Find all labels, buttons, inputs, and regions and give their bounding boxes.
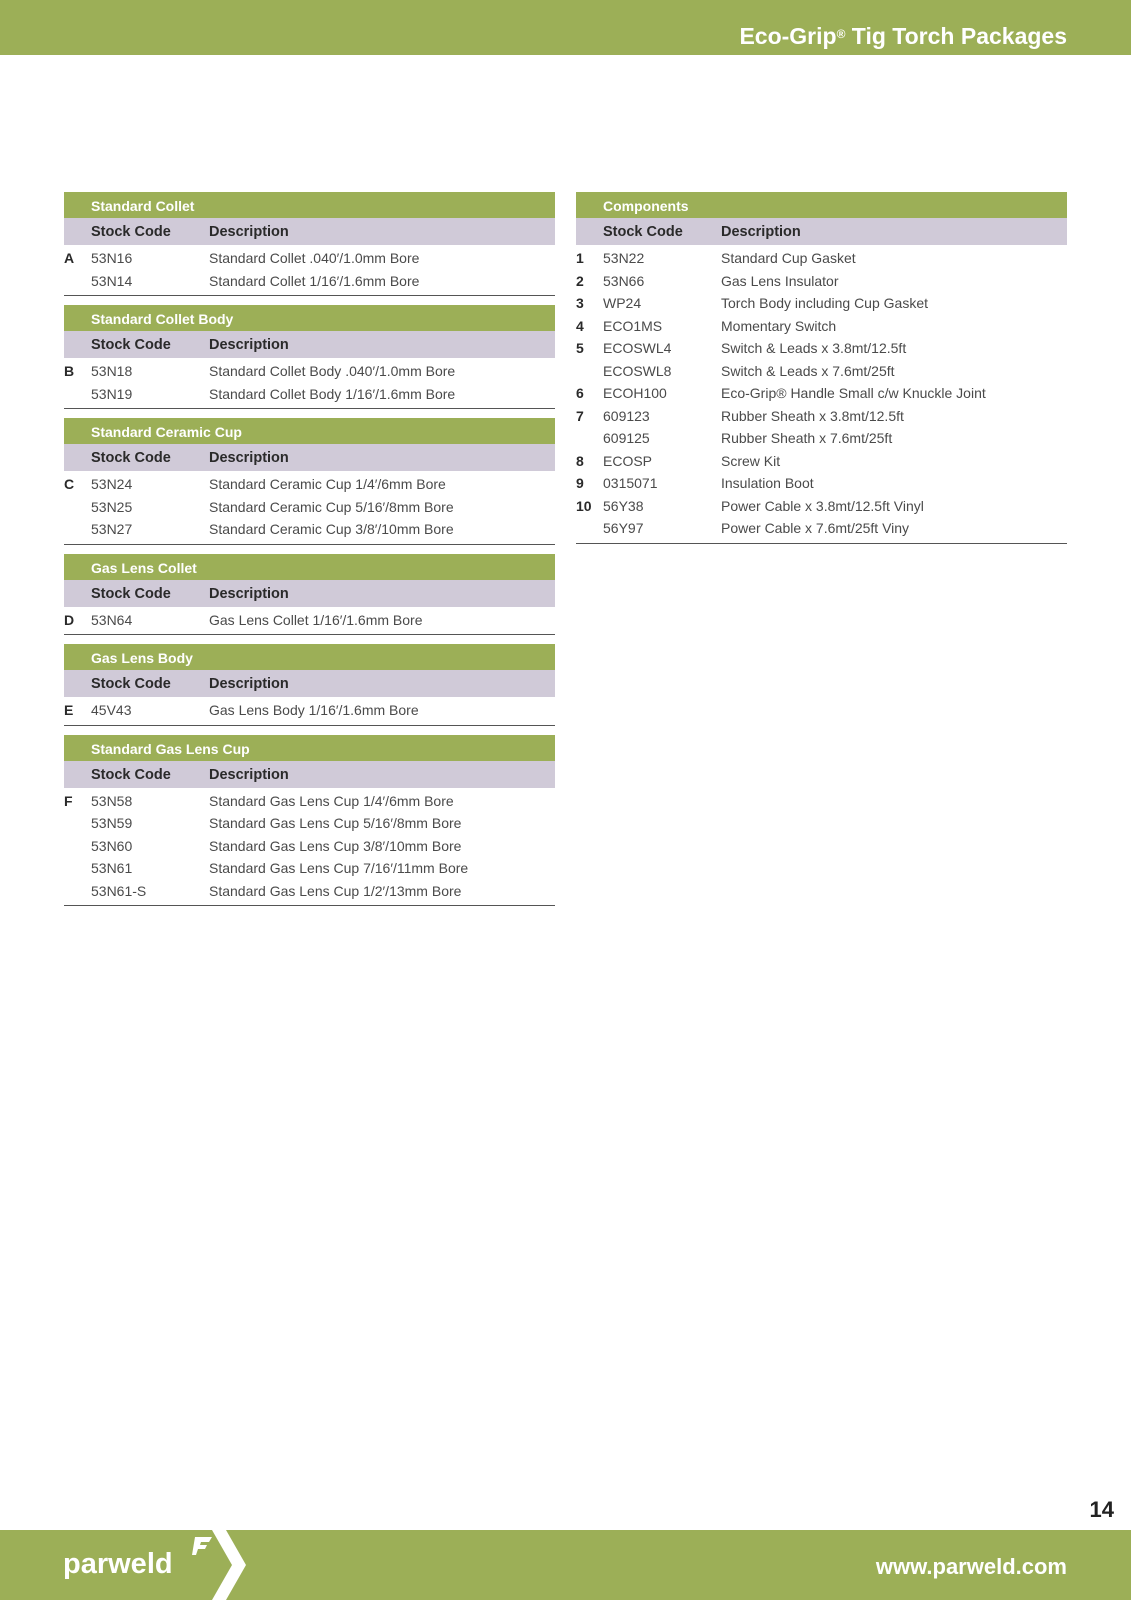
stock-code-header: Stock Code [91,766,171,783]
description: Standard Gas Lens Cup 5/16′/8mm Bore [209,815,462,831]
description: Standard Collet Body 1/16′/1.6mm Bore [209,385,456,402]
stock-code-header: Stock Code [91,337,171,353]
table-row [64,496,555,519]
description: Screw Kit [721,452,781,469]
table-row [64,812,555,835]
table-title: Standard Collet [64,192,555,218]
table-row [576,405,1067,428]
table-row [576,450,1067,473]
stock-code-header: Stock Code [91,676,171,692]
table-column-header [64,331,555,358]
table-body [576,245,1067,543]
stock-code: 53N58 [91,792,133,809]
table-body [64,358,555,408]
row-key: 6 [576,385,584,401]
stock-code: 45V43 [91,702,132,718]
left-column [64,192,555,915]
table-row [576,292,1067,315]
description: Eco-Grip® Handle Small c/w Knuckle Joint [721,385,986,401]
parts-table [64,418,555,545]
table-row [64,790,555,813]
table-row [64,699,555,722]
table-row [64,473,555,496]
row-key: 7 [576,407,584,424]
table-row [576,517,1067,540]
description: Standard Collet 1/16′/1.6mm Bore [209,272,420,289]
table-body [64,471,555,544]
parts-table [64,554,555,636]
description: Standard Ceramic Cup 5/16′/8mm Bore [209,498,454,515]
table-column-header [576,218,1067,245]
table-row [64,518,555,541]
chevron-right-icon [212,1530,252,1600]
stock-code: WP24 [603,295,642,311]
stock-code: 56Y38 [603,497,644,514]
row-key: C [64,476,75,492]
table-title: Components [576,192,1067,218]
description: Standard Gas Lens Cup 7/16′/11mm Bore [209,860,469,876]
table-row [64,835,555,858]
table-title: Gas Lens Body [64,644,555,670]
description: Gas Lens Body 1/16′/1.6mm Bore [209,702,419,718]
table-row [576,247,1067,270]
row-key: 1 [576,250,584,266]
description-header: Description [721,224,801,240]
description: Rubber Sheath x 7.6mt/25ft [721,430,893,446]
right-column [576,192,1067,553]
parts-table [64,305,555,409]
stock-code-header: Stock Code [91,450,171,466]
parweld-logo-mark-icon [192,1535,214,1557]
table-row [576,360,1067,383]
description: Torch Body including Cup Gasket [721,295,928,311]
table-column-header [64,218,555,245]
stock-code: 53N18 [91,363,133,379]
stock-code: 53N14 [91,272,133,289]
row-key: 5 [576,340,584,356]
description-header: Description [209,676,289,692]
description: Gas Lens Insulator [721,272,839,289]
table-body [64,697,555,725]
table-row [64,857,555,880]
description: Momentary Switch [721,317,837,334]
table-title: Standard Collet Body [64,305,555,331]
table-column-header [64,670,555,697]
stock-code: 53N59 [91,815,133,831]
table-body [64,607,555,635]
table-title: Standard Gas Lens Cup [64,735,555,761]
stock-code-header: Stock Code [91,585,171,602]
stock-code: ECOH100 [603,385,667,401]
row-key: 9 [576,475,584,491]
stock-code-header: Stock Code [91,224,171,240]
table-row [576,472,1067,495]
description-header: Description [209,585,289,602]
description-header: Description [209,450,289,466]
stock-code: 53N27 [91,521,133,537]
stock-code: 53N66 [603,272,645,289]
table-column-header [64,761,555,788]
stock-code: 53N16 [91,250,133,266]
table-title: Gas Lens Collet [64,554,555,580]
description: Standard Collet Body .040′/1.0mm Bore [209,363,456,379]
stock-code: 53N19 [91,385,133,402]
stock-code: 53N22 [603,250,645,266]
description-header: Description [209,337,289,353]
row-key: F [64,792,73,809]
description: Standard Collet .040′/1.0mm Bore [209,250,420,266]
description: Rubber Sheath x 3.8mt/12.5ft [721,407,904,424]
table-title: Standard Ceramic Cup [64,418,555,444]
description: Switch & Leads x 3.8mt/12.5ft [721,340,907,356]
description-header: Description [209,224,289,240]
row-key: E [64,702,74,718]
stock-code: 53N24 [91,476,133,492]
table-row [576,315,1067,338]
row-key: B [64,363,75,379]
stock-code: 0315071 [603,475,658,491]
stock-code: 53N64 [91,611,133,628]
stock-code-header: Stock Code [603,224,683,240]
row-key: 4 [576,317,584,334]
stock-code: 56Y97 [603,520,644,536]
row-key: D [64,611,75,628]
table-column-header [64,444,555,471]
description: Standard Ceramic Cup 3/8′/10mm Bore [209,521,454,537]
row-key: 3 [576,295,584,311]
table-row [64,609,555,632]
stock-code: 609123 [603,407,650,424]
parweld-logo: parweld [63,1548,173,1580]
table-body [64,788,555,906]
stock-code: 53N60 [91,837,133,854]
table-row [576,337,1067,360]
table-row [64,247,555,270]
table-row [64,880,555,903]
page-number: 14 [1089,1497,1114,1522]
stock-code: 53N61-S [91,882,147,899]
description: Power Cable x 7.6mt/25ft Viny [721,520,910,536]
row-key: 8 [576,452,584,469]
parts-table [64,735,555,907]
table-row [64,270,555,293]
description: Power Cable x 3.8mt/12.5ft Vinyl [721,497,924,514]
description: Standard Ceramic Cup 1/4′/6mm Bore [209,476,446,492]
description: Switch & Leads x 7.6mt/25ft [721,362,895,379]
parts-table [64,192,555,296]
table-row [576,270,1067,293]
row-key: A [64,250,75,266]
description: Standard Gas Lens Cup 1/2′/13mm Bore [209,882,462,899]
parts-table [576,192,1067,544]
table-row [576,427,1067,450]
stock-code: 53N25 [91,498,133,515]
description: Standard Gas Lens Cup 3/8′/10mm Bore [209,837,462,854]
description-header: Description [209,766,289,783]
stock-code: ECO1MS [603,317,663,334]
description: Gas Lens Collet 1/16′/1.6mm Bore [209,611,423,628]
description: Insulation Boot [721,475,814,491]
table-row [576,382,1067,405]
table-body [64,245,555,295]
stock-code: 53N61 [91,860,133,876]
parts-table [64,644,555,726]
table-row [64,383,555,406]
website-url: www.parweld.com [875,1554,1067,1579]
table-row [64,360,555,383]
stock-code: 609125 [603,430,650,446]
page-title: Eco-Grip® Tig Torch Packages [739,23,1067,49]
row-key: 2 [576,272,584,289]
stock-code: ECOSWL8 [603,362,672,379]
description: Standard Cup Gasket [721,250,856,266]
table-column-header [64,580,555,607]
description: Standard Gas Lens Cup 1/4′/6mm Bore [209,792,454,809]
stock-code: ECOSP [603,452,653,469]
stock-code: ECOSWL4 [603,340,672,356]
row-key: 10 [576,497,592,514]
table-row [576,495,1067,518]
